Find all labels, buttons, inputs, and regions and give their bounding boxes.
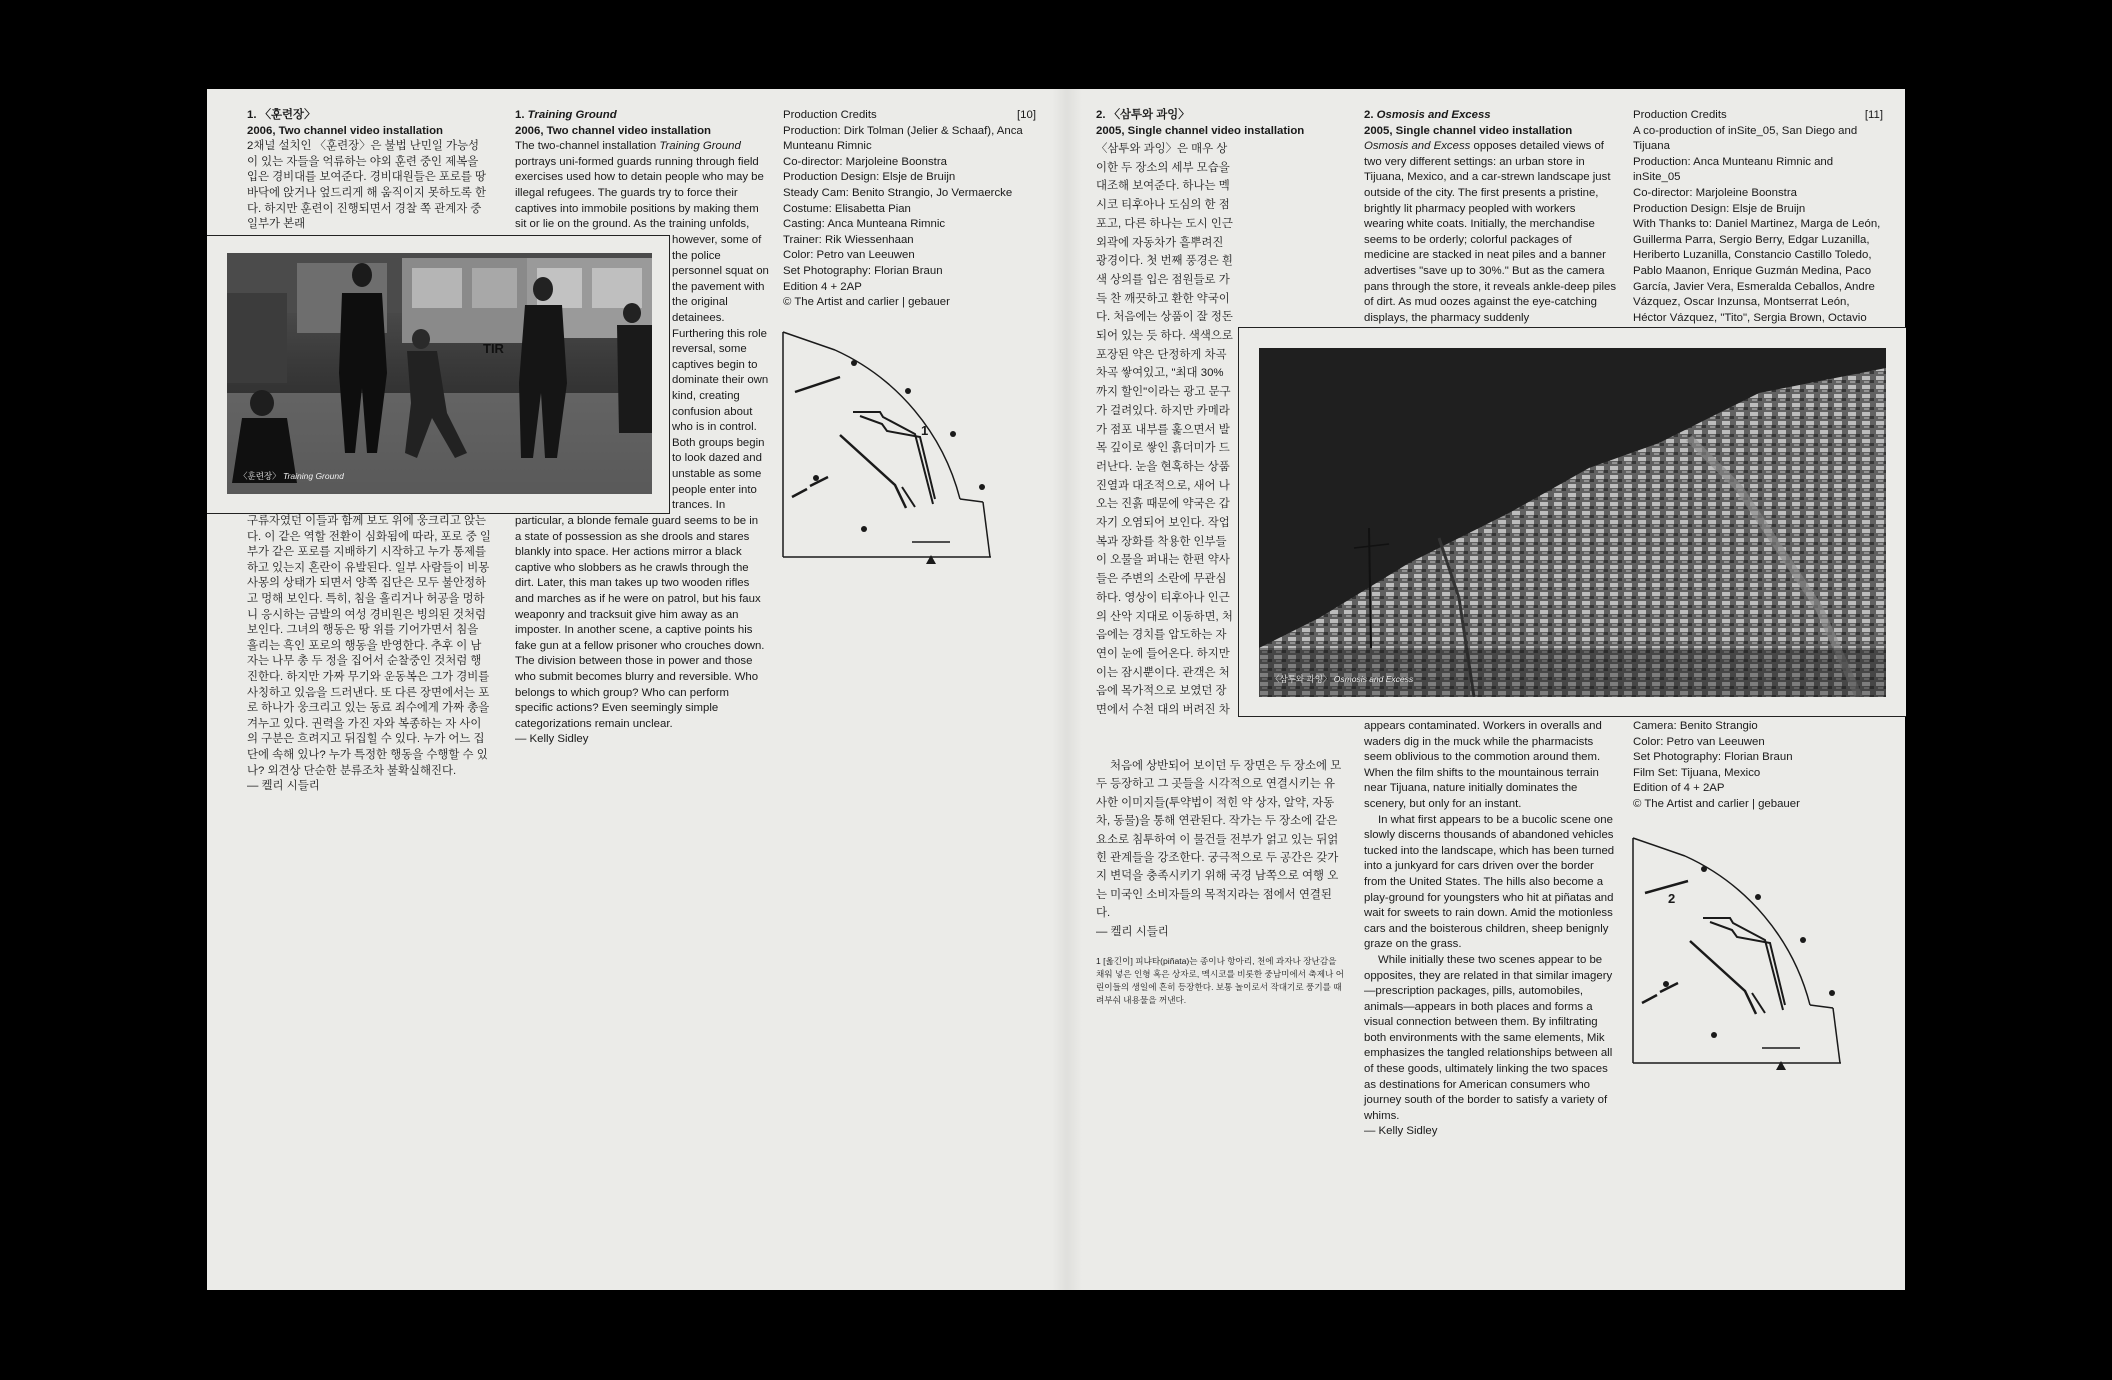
right-col-credits-lower xyxy=(1633,719,1883,813)
right-kr-heading: 2. 〈삼투와 과잉〉 xyxy=(1096,109,1190,121)
right-kr-body2: 처음에 상반되어 보이던 두 장면은 두 장소에 모두 등장하고 그 곳들을 시각적으로 연결시키는 유사한 이미지들(투약법이 적힌 약 상자, 알약, 자동차, 동물)을 통해 연관된다. 작가는 두 장소에 같은 요소로 침투하여 이 물건들 전부가 얽고 있는 뒤얽힌 관계들을 강조한다. 궁극적으로 두 공간은 갖가지 변덕을 충족시키기 위해 국경 남쪽으로 여행 오는 미국인 소비자들의 목적지라는 점에서 연결된다. xyxy=(1096,760,1342,920)
left-col-korean xyxy=(247,108,489,233)
right-en-subheading: 2005, Single channel video installation xyxy=(1364,124,1573,137)
right-en-signature: — Kelly Sidley xyxy=(1364,1125,1438,1138)
credit-line: Color: Petro van Leeuwen xyxy=(783,249,915,262)
credit-line: Co-director: Marjoleine Boonstra xyxy=(1633,186,1797,199)
credit-line: Camera: Benito Strangio xyxy=(1633,720,1758,732)
left-kr-body-bottom: 구류자였던 이들과 함께 보도 위에 웅크리고 앉는다. 이 같은 역할 전환이 심화됨에 따라, 포로 중 일부가 같은 포로를 지배하기 시작하고 누가 통제를 하고 있는지 혼란이 유발된다. 일부 사람들이 비몽사몽의 상태가 되면서 양쪽 집단은 모두 불안정하고 멍해 보인다. 특히, 침을 흘리거나 허공을 멍하니 응시하는 금발의 여성 경비원은 빙의된 것처럼 보인다. 그녀의 행동은 땅 위를 기어가면서 침을 흘리는 흑인 포로의 행동을 반영한다. 추후 이 남자는 나무 총 두 정을 집어서 순찰중인 것처럼 행진한다. 하지만 가짜 무기와 운동복은 그가 경비를 사칭하고 있음을 드러낸다. 또 다른 장면에서는 포로 하나가 웅크리고 있는 동료 죄수에게 가짜 총을 겨누고 있다. 권력을 가진 자와 복종하는 자 사이의 구분은 흐려지고 뒤집힐 수 있다. 누가 어느 집단에 속해 있나? 누가 특정한 행동을 수행할 수 있나? 외견상 단순한 분류조차 불확실해진다. xyxy=(247,515,491,777)
right-col-korean-lower xyxy=(1096,757,1345,1007)
right-en-body-p2: In what first appears to be a bucolic scene one slowly discerns thousands of abandoned vehicles tucked into the landscape, which has been turned into a junkyard for cars driven over the border from the United States. The hills also become a play-ground for youngsters who hit at piñatas and wait for sweets to rain down. Amid the motionless cars and the boisterous children, sheep benignly graze on the grass. xyxy=(1364,813,1615,951)
left-col-credits xyxy=(783,108,1036,311)
floor-plan-diagram-1 xyxy=(780,327,1005,570)
right-col-korean xyxy=(1096,108,1345,139)
left-kr-body-top: 2채널 설치인 〈훈련장〉은 불법 난민일 가능성이 있는 자들을 억류하는 야외 훈련 중인 제복을 입은 경비대를 보여준다. 경비대원들은 포로를 땅바닥에 앉거나 엎드리게 해 움직이지 못하도록 한다. 하지만 훈련이 진행되면서 경찰 쪽 관계자 중 일부가 본래 xyxy=(247,140,487,231)
credit-line: © The Artist and carlier | gebauer xyxy=(783,296,950,309)
credit-line: Casting: Anca Munteana Rimnic xyxy=(783,218,946,231)
credit-line: With Thanks to: Daniel Martinez, Marga de León, Guillerma Parra, Sergio Berry, Edgar Luzanilla, Heriberto Luzanilla, Constancio Castillo Toledo, Pablo Maanon, Enrique Guzmán Medina, Paco García, Javier Vera, Esmeralda Ceballos, Andre Vázquez, Oscar Inzunsa, Montserrat León, Héctor Vázquez, "Tito", Sergia Brown, Octavio xyxy=(1633,218,1881,324)
right-col-english xyxy=(1364,108,1616,326)
credit-line: Edition 4 + 2AP xyxy=(783,280,862,293)
right-kr-signature: — 켈리 시들리 xyxy=(1096,925,1169,938)
left-col-english-lower xyxy=(515,514,767,748)
credit-line: Set Photography: Florian Braun xyxy=(1633,751,1793,764)
left-col-korean-lower xyxy=(247,514,492,795)
credit-line: Production Design: Elsje de Bruijn xyxy=(1633,202,1806,215)
credit-line: Film Set: Tijuana, Mexico xyxy=(1633,766,1761,779)
page-number-right: [11] xyxy=(1864,109,1883,121)
credit-line: Costume: Elisabetta Pian xyxy=(783,202,911,215)
credit-line: © The Artist and carlier | gebauer xyxy=(1633,797,1800,810)
credit-line: A co-production of inSite_05, San Diego and Tijuana xyxy=(1633,124,1858,153)
right-en-body-bottom: appears contaminated. Workers in overalls and waders dig in the muck while the pharmacists seem oblivious to the commotion around them. When the film shifts to the mountainous terrain near Tijuana, nature initially dominates the scenery, but only for an instant. xyxy=(1364,720,1602,810)
right-kr-body: 〈삼투와 과잉〉은 매우 상이한 두 장소의 세부 모습을 대조해 보여준다. 하나는 멕시코 티후아나 도심의 한 점포고, 다른 하나는 도시 인근 외곽에 자동차가 흩뿌려진 광경이다. 첫 번째 풍경은 흰 색 상의를 입은 점원들로 가득 찬 깨끗하고 환한 약국이다. 처음에는 상품이 잘 정돈되어 있는 듯 하다. 색색으로 포장된 약은 단정하게 차곡차곡 쌓여있고, "최대 30%까지 할인"이라는 광고 문구가 걸려있다. 하지만 카메라가 점포 내부를 훑으면서 발목 깊이로 쌓인 흙더미가 드러난다. 눈을 현혹하는 상품 진열과 대조적으로, 새어 나오는 진흙 때문에 약국은 갑자기 오염되어 보인다. 작업복과 장화를 착용한 인부들이 오물을 퍼내는 한편 약사들은 주변의 소란에 무관심하다. 영상이 티후아나 인근의 산악 지대로 이동하면, 처음에는 경치를 압도하는 자연이 눈에 들어온다. 하지만 이는 잠시뿐이다. 관객은 처음에 목가적으로 보였던 장면에서 수천 대의 버려진 차 xyxy=(1096,143,1233,717)
left-kr-subheading: 2006, Two channel video installation xyxy=(247,124,444,137)
left-en-heading: 1. Training Ground xyxy=(515,109,617,121)
right-en-heading: 2. Osmosis and Excess xyxy=(1364,109,1491,121)
right-col-korean-body xyxy=(1096,140,1234,720)
left-col-english xyxy=(515,108,767,233)
credit-line: Color: Petro van Leeuwen xyxy=(1633,735,1765,748)
page-number-left: [10] xyxy=(1017,109,1036,121)
right-col-credits xyxy=(1633,108,1883,342)
credit-line: Production Design: Elsje de Bruijn xyxy=(783,171,956,184)
left-credits-title: Production Credits [10] xyxy=(783,108,1036,124)
left-en-body-top: The two-channel installation Training Ground portrays uni-formed guards running through field exercises used how to detain people who may be illegal refugees. The guards try to force their captives into immobile positions by making them sit or lie on the ground. As the training unfolds, xyxy=(515,140,764,231)
left-en-subheading: 2006, Two channel video installation xyxy=(515,124,712,137)
diagram-number-2: 2 xyxy=(1668,891,1676,906)
left-en-body-bottom: particular, a blonde female guard seems to be in a state of possession as she drools and stares blankly into space. Her actions mirror a black captive who slobbers as he crawls through the dirt. Later, this man takes up two wooden rifles and marches as if he were on patrol, but his faux weaponry and tracksuit give him away as an imposter. In another scene, a captive points his fake gun at a fellow prisoner who crouches down. The division between those in power and those who submit becomes blurry and reversible. Who belongs to which group? Who can perform specific actions? Even seemingly simple categorizations remain unclear. xyxy=(515,515,765,730)
right-credits-title: Production Credits [11] xyxy=(1633,108,1883,124)
left-kr-heading: 1. 〈훈련장〉 xyxy=(247,109,316,121)
photo-caption: 〈삼투와 과잉〉 Osmosis and Excess xyxy=(1271,674,1414,684)
truck-sign-text: TIR xyxy=(483,341,504,356)
credit-line: Trainer: Rik Wiessenhaan xyxy=(783,233,914,246)
osmosis-image xyxy=(1259,348,1886,697)
book-gutter xyxy=(1052,89,1082,1290)
osmosis-photo xyxy=(1259,348,1886,697)
left-en-signature: — Kelly Sidley xyxy=(515,733,589,746)
credit-line: Co-director: Marjoleine Boonstra xyxy=(783,155,947,168)
floor-plan-diagram-2 xyxy=(1630,833,1855,1076)
right-kr-footnote: 1 [옮긴이] 피냐타(piñata)는 종이나 항아리, 천에 과자나 장난감을 채워 넣은 인형 혹은 상자로, 멕시코를 비롯한 중남미에서 축제나 어린이들의 생일에 흔히 등장한다. 보통 놀이로서 작대기로 풍기를 때려부숴 내용물을 꺼낸다. xyxy=(1096,956,1345,1006)
credit-line: Edition of 4 + 2AP xyxy=(1633,782,1725,795)
right-en-body-top: Osmosis and Excess opposes detailed views of two very different settings: an urban store in Tijuana, Mexico, and a car-strewn landscape just outside of the city. The first presents a pristine, brightly lit pharmacy peopled with workers wearing white coats. Initially, the merchandise seems to be orderly; colorful packages of medicine are stacked in neat piles and a banner advertises "save up to 30%." But as the camera pans through the store, it reveals ankle-deep piles of dirt. As mud oozes against the eye-catching displays, the pharmacy suddenly xyxy=(1364,140,1617,324)
training-ground-photo xyxy=(227,253,652,494)
right-col-english-lower xyxy=(1364,719,1616,1140)
right-en-body-p3: While initially these two scenes appear to be opposites, they are related in that similar imagery—prescription packages, pills, automobiles, animals—appears in both places and forms a visual connection between them. By infiltrating both environments with the same elements, Mik emphasizes the tangled relationships between all of these goods, ultimately linking the two spaces as destinations for American consumers who journey south of the border to satisfy a variety of whims. xyxy=(1364,953,1613,1122)
training-ground-image xyxy=(227,253,652,494)
credit-line: Production: Anca Munteanu Rimnic and inSite_05 xyxy=(1633,155,1834,184)
left-kr-signature: — 켈리 시들리 xyxy=(247,780,320,793)
credit-line: Set Photography: Florian Braun xyxy=(783,264,943,277)
credit-line: Production: Dirk Tolman (Jelier & Schaaf), Anca Munteanu Rimnic xyxy=(783,124,1023,153)
right-kr-subheading: 2005, Single channel video installation xyxy=(1096,124,1305,137)
left-en-body-narrow: however, some of the police personnel squat on the pavement with the original detainees. Furthering this role reversal, some captives begin to dominate their own kind, creating confusion about who is in control. Both groups begin to look dazed and unstable as some people enter into trances. In xyxy=(672,234,769,512)
credit-line: Steady Cam: Benito Strangio, Jo Vermaercke xyxy=(783,186,1013,199)
left-col-english-narrow xyxy=(672,233,772,514)
photo-caption: 〈훈련장〉 Training Ground xyxy=(239,471,344,481)
diagram-number-1: 1 xyxy=(921,423,929,438)
